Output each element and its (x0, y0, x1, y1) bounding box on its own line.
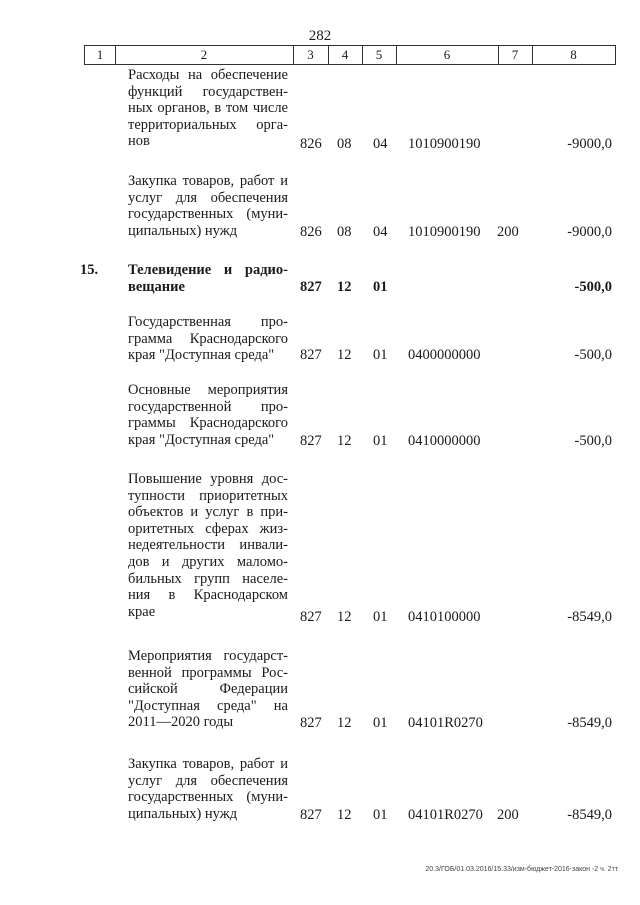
row-col-4: 08 (337, 136, 352, 152)
row-col-4: 12 (337, 433, 352, 449)
column-header-row (84, 45, 616, 65)
row-col-3: 827 (300, 433, 322, 449)
row-col-5: 04 (373, 136, 388, 152)
row-col-3: 827 (300, 279, 322, 295)
row-col-3: 826 (300, 224, 322, 240)
header-col-6: 6 (443, 47, 451, 62)
header-col-8: 8 (570, 47, 577, 62)
row-col-8: -500,0 (574, 279, 612, 295)
row-col-8: -8549,0 (567, 609, 612, 625)
row-col-6: 04101R0270 (408, 807, 483, 823)
row-col-8: -9000,0 (567, 224, 612, 240)
row-col-6: 04101R0270 (408, 715, 483, 731)
row-col-3: 826 (300, 136, 322, 152)
row-col-6: 0400000000 (408, 347, 481, 363)
row-col-4: 12 (337, 807, 352, 823)
row-col-6: 1010900190 (408, 224, 481, 240)
header-col-7: 7 (511, 47, 519, 62)
row-col-8: -9000,0 (567, 136, 612, 152)
row-col-5: 04 (373, 224, 388, 240)
row-col-8: -500,0 (574, 347, 612, 363)
row-name: Повышение уровня дос-тупности приоритетных объектов и услуг в при-оритетных сферах жиз-недеятельности инвали-дов и других маломо-бильных групп населе-ния в Краснодарском крае (128, 471, 288, 620)
row-col-5: 01 (373, 807, 388, 823)
row-col-7: 200 (497, 807, 519, 823)
document-footer: 20.3/ГОБ/01.03.2016/15.33/изм-бюджет-2016-закон -2 ч. 2тт (425, 866, 618, 873)
header-col-5: 5 (375, 47, 383, 62)
row-col-8: -8549,0 (567, 715, 612, 731)
header-col-1: 1 (96, 47, 104, 62)
row-col-8: -8549,0 (567, 807, 612, 823)
row-name: Государственная про-грамма Краснодарского края "Доступная среда" (128, 314, 288, 364)
header-col-3: 3 (307, 47, 314, 62)
section-name: Телевидение и радио-вещание (128, 262, 288, 295)
row-col-5: 01 (373, 609, 388, 625)
row-name: Закупка товаров, работ и услуг для обеспечения государственных (муни-ципальных) нужд (128, 756, 288, 822)
row-col-4: 12 (337, 715, 352, 731)
row-col-4: 08 (337, 224, 352, 240)
page-number: 282 (308, 28, 332, 44)
header-col-4: 4 (341, 47, 349, 62)
row-col-3: 827 (300, 609, 322, 625)
row-col-3: 827 (300, 715, 322, 731)
row-col-4: 12 (337, 609, 352, 625)
row-col-6: 0410100000 (408, 609, 481, 625)
row-col-3: 827 (300, 807, 322, 823)
row-col-5: 01 (373, 347, 388, 363)
row-name: Расходы на обеспечение функций государствен-ных органов, в том числе территориальных орга-нов (128, 67, 288, 150)
header-col-2: 2 (200, 47, 208, 62)
section-number: 15. (80, 262, 99, 278)
row-col-6: 1010900190 (408, 136, 481, 152)
row-name: Мероприятия государст-венной программы Рос-сийской Федерации "Доступная среда" на 2011—2020 годы (128, 648, 288, 731)
row-col-5: 01 (373, 433, 388, 449)
row-col-4: 12 (337, 279, 352, 295)
row-col-3: 827 (300, 347, 322, 363)
row-col-7: 200 (497, 224, 519, 240)
row-col-6: 0410000000 (408, 433, 481, 449)
row-col-5: 01 (373, 279, 388, 295)
row-col-8: -500,0 (574, 433, 612, 449)
row-col-5: 01 (373, 715, 388, 731)
row-name: Закупка товаров, работ и услуг для обеспечения государственных (муни-ципальных) нужд (128, 173, 288, 239)
row-col-4: 12 (337, 347, 352, 363)
row-name: Основные мероприятия государственной про-граммы Краснодарского края "Доступная среда" (128, 382, 288, 448)
